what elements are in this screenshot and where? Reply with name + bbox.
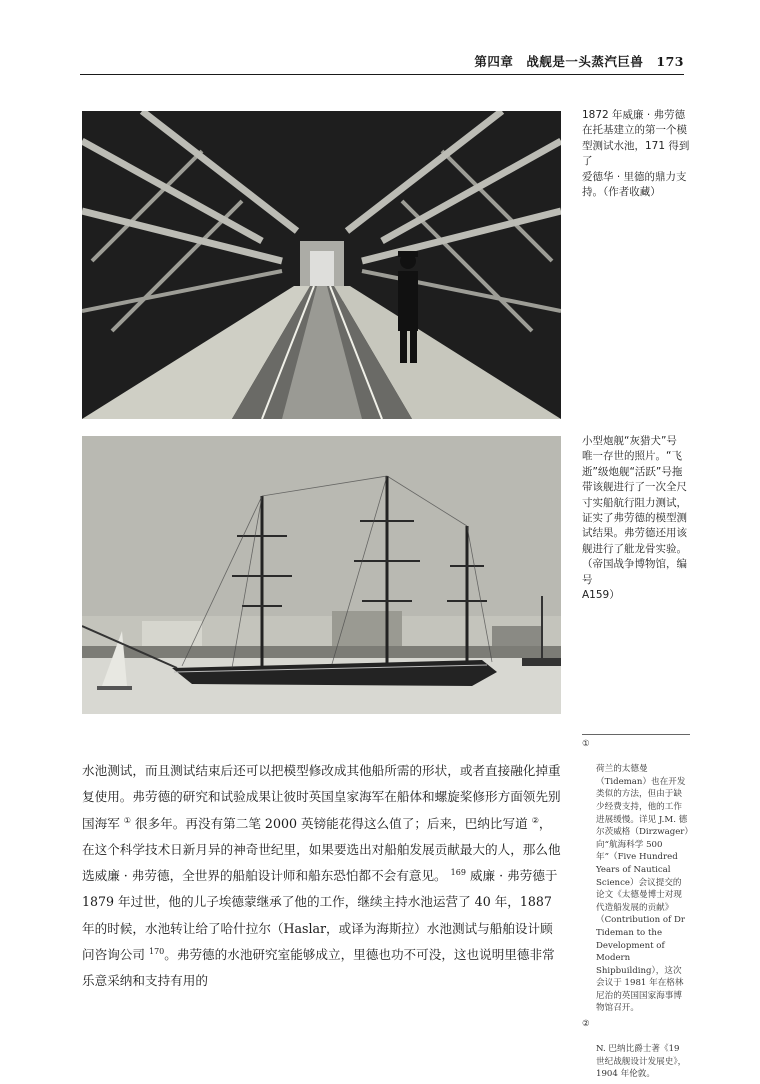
footnotes — [582, 738, 690, 1084]
chapter-title: 第四章 战舰是一头蒸汽巨兽 173 — [474, 54, 684, 69]
footnote-1 — [582, 738, 690, 1015]
footnote-number: ② — [582, 1019, 590, 1030]
citation-169: 169 — [450, 868, 466, 877]
footnote-number: ① — [582, 739, 590, 749]
footnote-text: N. 巴纳比爵士著《19 世纪战舰设计发展史》，1904 年伦敦。 — [596, 1044, 687, 1080]
figure-caption-1: 1872 年威廉 · 弗劳德 在托基建立的第一个模 型测试水池，171 得到了 爱德华 · 里德的鼎力支 持。（作者收藏） — [582, 109, 690, 199]
running-header — [80, 50, 684, 75]
footnote-ref-2: ② — [531, 815, 539, 825]
footnote-divider — [582, 734, 690, 735]
body-text — [82, 758, 564, 995]
figure-caption-2: 小型炮舰“灰猎犬”号 唯一存世的照片。“飞 逝”级炮舰“活跃”号拖 带该舰进行了一次全尺 寸实船航行阻力测试， 证实了弗劳德的模型测 试结果。弗劳德还用该 舰进行了舭龙骨实验。 （帝国战争博物馆，编号 A159） — [582, 435, 687, 602]
footnote-ref-1: ① — [123, 815, 131, 825]
citation-170: 170 — [148, 946, 165, 956]
gunboat-photo — [82, 436, 561, 714]
footnote-2 — [582, 1018, 690, 1081]
footnote-text: 荷兰的太德曼（Tideman）也在开发类似的方法，但由于缺少经费支持，他的工作进展缓慢。详见 J.M. 德尔茨威格（Dirzwager）向“航海科学 500 年”（Five Hundred Years of Nautical Science）会议提交的论文《太德曼博士对现代造船发展的贡献》（Contribution of Dr Tideman to the Development of Modern Shipbuilding），这次会议于 1981 年在格林尼治的英国国家海事博物馆召开。 — [596, 764, 689, 1014]
test-tank-photo — [82, 111, 561, 419]
body-paragraph: 水池测试，而且测试结束后还可以把模型修改成其他船所需的形状，或者直接融化掉重复使用。弗劳德的研究和试验成果让彼时英国皇家海军在船体和螺旋桨修形方面领先别国海军 ① 很多年。再没有第二笔 2000 英镑能花得这么值了；后来，巴纳比写道 ②，在这个科学技术日新月异的神奇世纪里，如果要选出对船舶发展贡献最大的人，那么他选威廉 · 弗劳德，全世界的船舶设计师和船东恐怕都不会有意见。 $^{169}$ 威廉 · 弗劳德于 1879 年过世，他的儿子埃德蒙继承了他的工作，继续主持水池运营了 40 年，1887 年的时候，水池转让给了哈什拉尔（Haslar，或译为海斯拉）水池测试与船舶设计顾问咨询公司 $^{170}$。弗劳德的水池研究室能够成立，里德也功不可没，这也说明里德非常乐意采纳和支持有用的 — [82, 763, 561, 989]
